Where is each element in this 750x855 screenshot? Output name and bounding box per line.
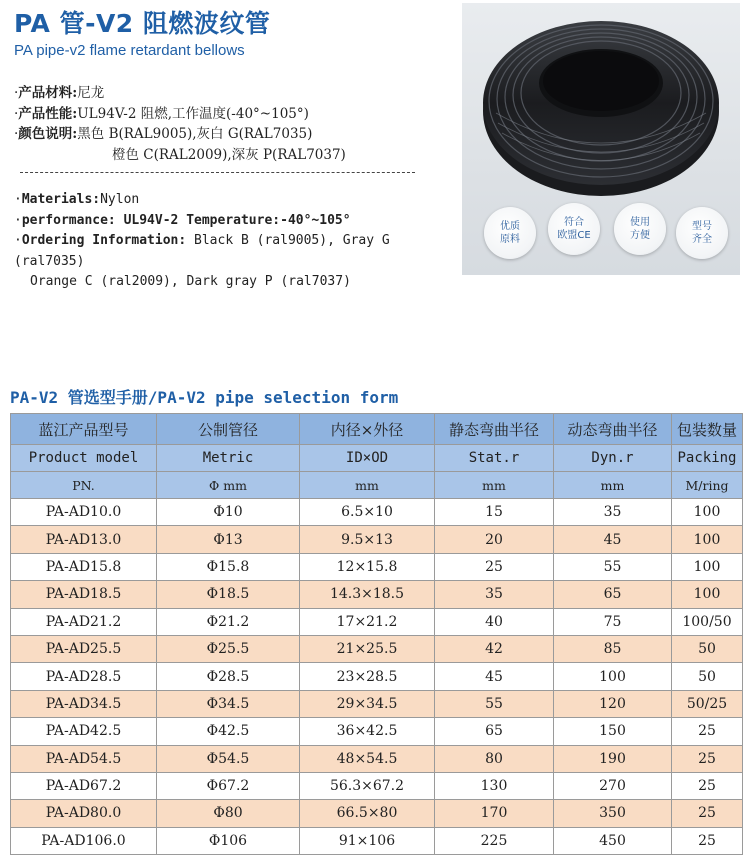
spec-en-ordering-label: Ordering Information: xyxy=(21,233,187,248)
header-cell: 蓝江产品型号 xyxy=(11,414,157,445)
table-row xyxy=(11,690,743,717)
spec-color-row xyxy=(14,124,444,145)
table-cell: 29×34.5 xyxy=(300,690,435,717)
page-subtitle: PA pipe-v2 flame retardant bellows xyxy=(14,42,245,59)
table-cell: 350 xyxy=(554,800,672,827)
table-cell: 100 xyxy=(672,526,743,553)
header-cell: mm xyxy=(554,472,672,499)
table-header-unit xyxy=(11,472,743,499)
badge-quality-material: 优质 原料 xyxy=(484,207,536,259)
spec-color-value-2: 橙色 C(RAL2009),深灰 P(RAL7037) xyxy=(112,146,346,163)
table-cell: PA-AD21.2 xyxy=(11,608,157,635)
table-cell: 65 xyxy=(554,581,672,608)
table-row xyxy=(11,581,743,608)
table-row xyxy=(11,553,743,580)
bullet-icon: · xyxy=(14,192,22,207)
table-cell: 23×28.5 xyxy=(300,663,435,690)
table-row xyxy=(11,635,743,662)
table-cell: 225 xyxy=(435,827,554,854)
table-cell: PA-AD18.5 xyxy=(11,581,157,608)
table-cell: 50 xyxy=(672,635,743,662)
table-row xyxy=(11,772,743,799)
table-cell: 56.3×67.2 xyxy=(300,772,435,799)
header-cell: 动态弯曲半径 xyxy=(554,414,672,445)
badge-full-models: 型号 齐全 xyxy=(676,207,728,259)
spec-en-ordering-value-1: Black B (ral9005), Gray G xyxy=(194,233,390,248)
table-cell: 55 xyxy=(435,690,554,717)
spec-material-label: 产品材料: xyxy=(18,85,78,101)
header-cell: 内径×外径 xyxy=(300,414,435,445)
spec-en-materials-label: Materials: xyxy=(21,192,101,207)
table-cell: 20 xyxy=(435,526,554,553)
table-cell: PA-AD106.0 xyxy=(11,827,157,854)
table-cell: 170 xyxy=(435,800,554,827)
coiled-pipe-image xyxy=(462,3,740,213)
spec-en-ordering-value-2: (ral7035) xyxy=(14,253,85,269)
header-cell: PN. xyxy=(11,472,157,499)
bullet-icon: · xyxy=(14,233,22,248)
table-cell: 100 xyxy=(554,663,672,690)
table-cell: 50 xyxy=(672,663,743,690)
table-cell: 12×15.8 xyxy=(300,553,435,580)
bullet-icon: · xyxy=(14,85,19,101)
table-cell: 21×25.5 xyxy=(300,635,435,662)
header-cell: Packing xyxy=(672,445,743,472)
table-cell: PA-AD34.5 xyxy=(11,690,157,717)
header-cell: M/ring xyxy=(672,472,743,499)
table-row xyxy=(11,718,743,745)
table-cell: 65 xyxy=(435,718,554,745)
table-cell: 120 xyxy=(554,690,672,717)
table-row xyxy=(11,800,743,827)
table-cell: 100 xyxy=(672,553,743,580)
feature-badges xyxy=(462,203,740,273)
table-cell: Φ106 xyxy=(157,827,300,854)
table-cell: PA-AD80.0 xyxy=(11,800,157,827)
badge-ce-compliant: 符合 欧盟CE xyxy=(548,203,600,255)
table-row xyxy=(11,663,743,690)
table-cell: 50/25 xyxy=(672,690,743,717)
table-cell: Φ25.5 xyxy=(157,635,300,662)
spec-performance-label: 产品性能: xyxy=(18,105,78,122)
selection-form-title: PA-V2 管选型手册/PA-V2 pipe selection form xyxy=(10,388,399,407)
table-cell: 450 xyxy=(554,827,672,854)
spec-en-ordering-row-2 xyxy=(14,252,454,273)
table-cell: Φ28.5 xyxy=(157,663,300,690)
table-cell: 100 xyxy=(672,499,743,526)
table-cell: Φ80 xyxy=(157,800,300,827)
header-cell: Dyn.r xyxy=(554,445,672,472)
table-cell: 80 xyxy=(435,745,554,772)
page-title: PA 管-V2 阻燃波纹管 xyxy=(14,9,271,38)
spec-en-ordering-value-3: Orange C (ral2009), Dark gray P (ral7037) xyxy=(30,274,351,289)
bullet-icon: · xyxy=(14,105,19,122)
bullet-icon: · xyxy=(14,212,22,228)
table-cell: Φ54.5 xyxy=(157,745,300,772)
table-cell: Φ15.8 xyxy=(157,553,300,580)
table-cell: PA-AD67.2 xyxy=(11,772,157,799)
table-cell: 17×21.2 xyxy=(300,608,435,635)
header-cell: 包装数量 xyxy=(672,414,743,445)
spec-en-materials-row xyxy=(14,190,454,211)
spec-color-value-1: 黑色 B(RAL9005),灰白 G(RAL7035) xyxy=(77,126,313,142)
table-cell: 100/50 xyxy=(672,608,743,635)
table-row xyxy=(11,608,743,635)
table-cell: 35 xyxy=(435,581,554,608)
dashed-divider xyxy=(20,166,415,173)
spec-en-performance-row xyxy=(14,211,454,232)
table-header-en xyxy=(11,445,743,472)
spec-color-row-2 xyxy=(14,145,444,166)
header-cell: mm xyxy=(435,472,554,499)
table-cell: PA-AD42.5 xyxy=(11,718,157,745)
table-row xyxy=(11,499,743,526)
table-cell: 55 xyxy=(554,553,672,580)
table-cell: 270 xyxy=(554,772,672,799)
header-cell: Φ mm xyxy=(157,472,300,499)
table-cell: 15 xyxy=(435,499,554,526)
table-cell: 75 xyxy=(554,608,672,635)
header-cell: ID×OD xyxy=(300,445,435,472)
header-cell: Product model xyxy=(11,445,157,472)
spec-performance-row xyxy=(14,104,444,125)
spec-en-ordering-row xyxy=(14,231,454,252)
spec-material-value: 尼龙 xyxy=(77,85,105,101)
selection-table xyxy=(10,413,743,855)
table-cell: 25 xyxy=(672,718,743,745)
spec-en-ordering-row-3 xyxy=(14,272,454,293)
table-cell: 35 xyxy=(554,499,672,526)
table-cell: 40 xyxy=(435,608,554,635)
table-cell: 45 xyxy=(554,526,672,553)
spec-en-materials-value: Nylon xyxy=(100,192,140,207)
table-row xyxy=(11,827,743,854)
header-cell: 静态弯曲半径 xyxy=(435,414,554,445)
table-cell: Φ67.2 xyxy=(157,772,300,799)
table-cell: 85 xyxy=(554,635,672,662)
table-cell: PA-AD15.8 xyxy=(11,553,157,580)
table-cell: Φ34.5 xyxy=(157,690,300,717)
table-cell: 14.3×18.5 xyxy=(300,581,435,608)
spec-performance-value: UL94V-2 阻燃,工作温度(-40°~105°) xyxy=(77,105,309,122)
table-cell: Φ18.5 xyxy=(157,581,300,608)
spec-cn-block xyxy=(14,83,444,181)
table-cell: 25 xyxy=(672,745,743,772)
table-cell: 25 xyxy=(672,800,743,827)
table-row xyxy=(11,745,743,772)
badge-easy-use: 使用 方便 xyxy=(614,203,666,255)
table-cell: 100 xyxy=(672,581,743,608)
table-cell: PA-AD28.5 xyxy=(11,663,157,690)
table-cell: 45 xyxy=(435,663,554,690)
table-cell: 25 xyxy=(672,827,743,854)
table-cell: 42 xyxy=(435,635,554,662)
bullet-icon: · xyxy=(14,126,19,142)
spec-en-performance-value: UL94V-2 Temperature:-40°~105° xyxy=(123,212,351,228)
table-cell: 36×42.5 xyxy=(300,718,435,745)
table-cell: 25 xyxy=(672,772,743,799)
spec-en-performance-label: performance: xyxy=(21,212,116,228)
table-cell: Φ13 xyxy=(157,526,300,553)
table-cell: Φ21.2 xyxy=(157,608,300,635)
table-cell: PA-AD54.5 xyxy=(11,745,157,772)
table-cell: Φ10 xyxy=(157,499,300,526)
table-cell: 190 xyxy=(554,745,672,772)
header-cell: 公制管径 xyxy=(157,414,300,445)
table-cell: 91×106 xyxy=(300,827,435,854)
table-cell: Φ42.5 xyxy=(157,718,300,745)
table-cell: 48×54.5 xyxy=(300,745,435,772)
table-cell: 9.5×13 xyxy=(300,526,435,553)
table-cell: 66.5×80 xyxy=(300,800,435,827)
spec-en-block xyxy=(14,190,454,293)
header-cell: Metric xyxy=(157,445,300,472)
table-cell: PA-AD10.0 xyxy=(11,499,157,526)
table-cell: 6.5×10 xyxy=(300,499,435,526)
table-cell: 25 xyxy=(435,553,554,580)
table-cell: PA-AD13.0 xyxy=(11,526,157,553)
table-cell: PA-AD25.5 xyxy=(11,635,157,662)
spec-color-label: 颜色说明: xyxy=(18,126,78,142)
table-cell: 130 xyxy=(435,772,554,799)
header-cell: mm xyxy=(300,472,435,499)
product-photo xyxy=(462,3,740,275)
spec-material-row xyxy=(14,83,444,104)
header-cell: Stat.r xyxy=(435,445,554,472)
table-cell: 150 xyxy=(554,718,672,745)
table-header-cn xyxy=(11,414,743,445)
table-row xyxy=(11,526,743,553)
